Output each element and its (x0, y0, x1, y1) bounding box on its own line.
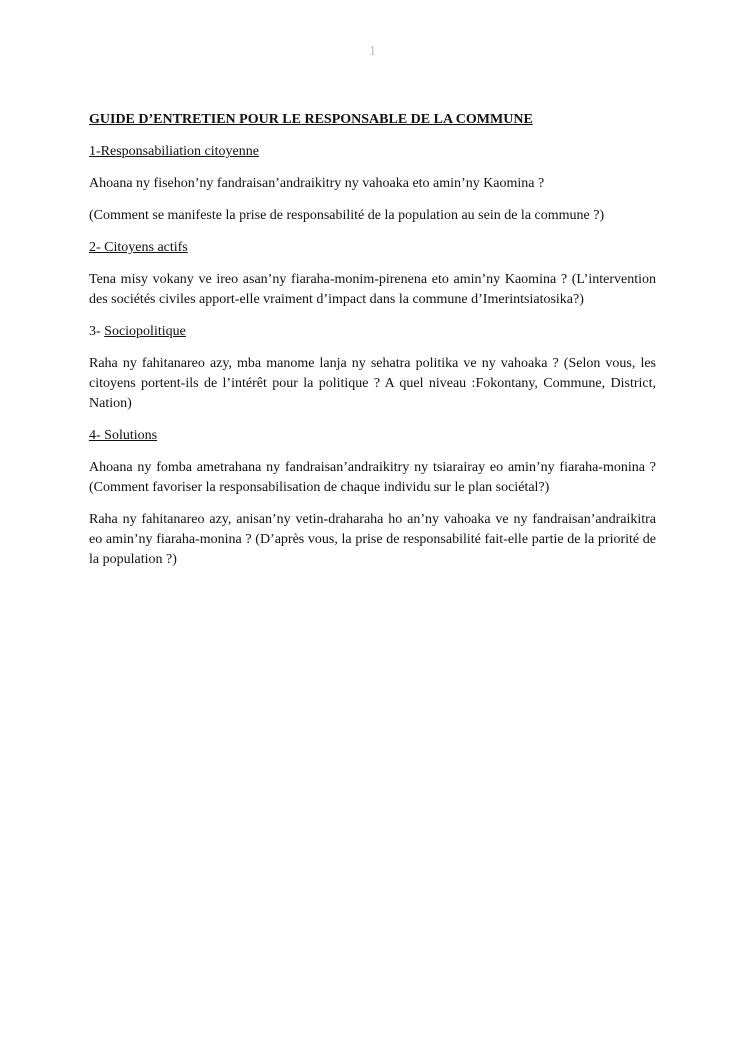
section-2-question: Tena misy vokany ve ireo asan’ny fiaraha-monim-pirenena eto amin’ny Kaomina ? (L’intervention des sociétés civiles apport-elle vraiment d’impact dans la commune d’Imerintsiatosika?) (89, 272, 656, 307)
section-1-question-french: (Comment se manifeste la prise de responsabilité de la population au sein de la commune ?) (89, 208, 605, 223)
section-3-heading (89, 322, 656, 342)
document-body (89, 110, 656, 582)
section-3-heading-text: Sociopolitique (104, 324, 186, 339)
section-4-question-2: Raha ny fahitanareo azy, anisan’ny vetin-draharaha ho an’ny vahoaka ve ny fandraisan’andraikitra eo amin’ny fiaraha-monina ? (D’après vous, la prise de responsabilité fait-elle partie de la priorité de la population ?) (89, 512, 656, 567)
section-3-question: Raha ny fahitanareo azy, mba manome lanja ny sehatra politika ve ny vahoaka ? (Selon vous, les citoyens portent-ils de l’intérêt pour la politique ? A quel niveau :Fokontany, Commune, District, Nation) (89, 356, 656, 411)
section-4-question-1: Ahoana ny fomba ametrahana ny fandraisan’andraikitry ny tsiarairay eo amin’ny fiaraha-monina ? (Comment favoriser la responsabilisation de chaque individu sur le plan sociétal?) (89, 460, 656, 495)
section-1-heading-text: 1-Responsabiliation citoyenne (89, 144, 259, 159)
section-4-heading-text: 4- Solutions (89, 428, 158, 443)
document-title: GUIDE D’ENTRETIEN POUR LE RESPONSABLE DE LA COMMUNE (89, 112, 533, 127)
section-4-heading (89, 426, 656, 446)
section-3-heading-prefix: 3- (89, 324, 105, 339)
page-number: 1 (369, 44, 376, 59)
section-1-question-malagasy: Ahoana ny fisehon’ny fandraisan’andraikitry ny vahoaka eto amin’ny Kaomina ? (89, 176, 545, 191)
section-2-heading-text: 2- Citoyens actifs (89, 240, 188, 255)
section-1-heading (89, 142, 656, 162)
section-2-heading (89, 238, 656, 258)
